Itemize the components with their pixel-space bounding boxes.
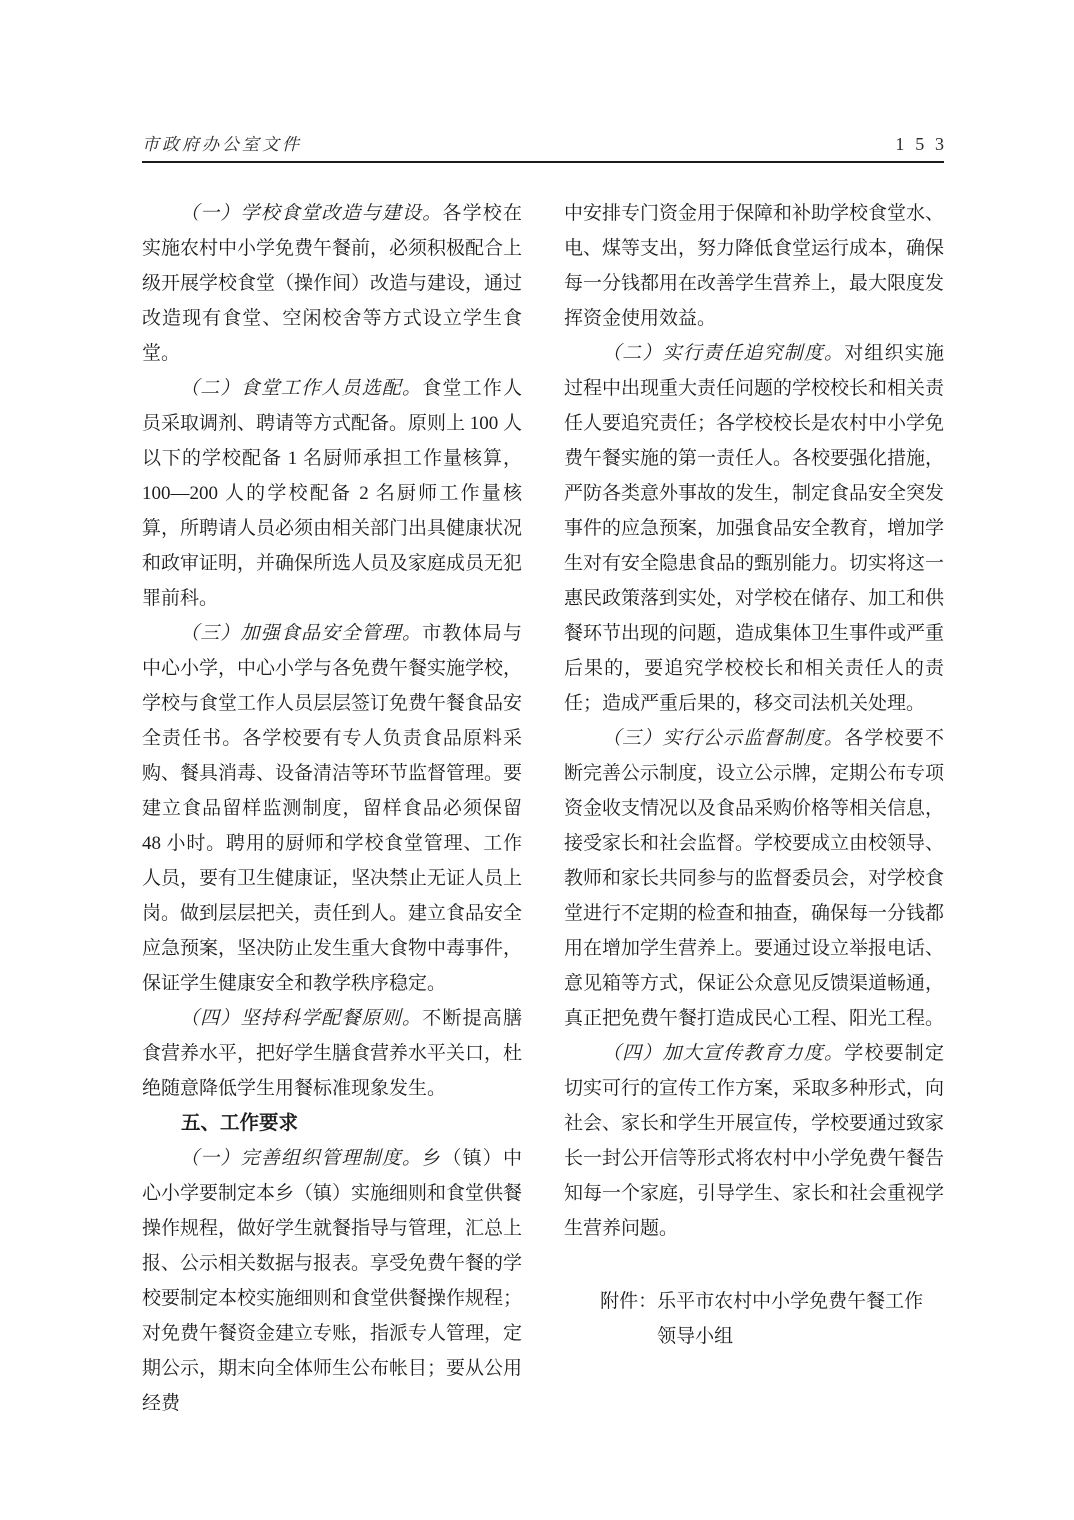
paragraph-5-body: 乡（镇）中心小学要制定本乡（镇）实施细则和食堂供餐操作规程，做好学生就餐指导与管理，汇总上报、公示相关数据与报表。享受免费午餐的学校要制定本校实施细则和食堂供餐操作规程；对免费午餐资金建立专账，指派专人管理，定期公示，期末向全体师生公布帐目；要从公用经费: [142, 1148, 523, 1414]
paragraph-4-body: 不断提高膳食营养水平，把好学生膳食营养水平关口，杜绝随意降低学生用餐标准现象发生。: [142, 1008, 523, 1099]
paragraph-1-body: 各学校在实施农村中小学免费午餐前，必须积极配合上级开展学校食堂（操作间）改造与建设，通过改造现有食堂、空闲校舍等方式设立学生食堂。: [142, 203, 523, 364]
paragraph-1: [142, 196, 522, 371]
paragraph-5-continuation: 中安排专门资金用于保障和补助学校食堂水、电、煤等支出，努力降低食堂运行成本，确保每一分钱都用在改善学生营养上，最大限度发挥资金使用效益。: [564, 203, 945, 329]
paragraph-5: [142, 1141, 522, 1421]
paragraph-8: [564, 1036, 944, 1246]
attachment-line-2: 领导小组: [657, 1326, 734, 1347]
two-column-body: [142, 196, 944, 1421]
paragraph-6-lead: （二）实行责任追究制度。: [602, 343, 845, 364]
paragraph-7: [564, 721, 944, 1036]
paragraph-2-body: 食堂工作人员采取调剂、聘请等方式配备。原则上 100 人以下的学校配备 1 名厨师承担工作量核算，100—200 人的学校配备 2 名厨师工作量核算，所聘请人员必须由相关部门出具健康状况和政审证明，并确保所选人员及家庭成员无犯罪前科。: [142, 378, 523, 609]
paragraph-8-body: 学校要制定切实可行的宣传工作方案，采取多种形式，向社会、家长和学生开展宣传，学校要通过致家长一封公开信等形式将农村中小学免费午餐告知每一个家庭，引导学生、家长和社会重视学生营养问题。: [564, 1043, 945, 1239]
header-title: 市政府办公室文件: [142, 135, 302, 154]
paragraph-7-lead: （三）实行公示监督制度。: [602, 728, 845, 749]
paragraph-3-lead: （三）加强食品安全管理。: [180, 623, 423, 644]
paragraph-3-body: 市教体局与中心小学，中心小学与各免费午餐实施学校，学校与食堂工作人员层层签订免费午餐食品安全责任书。各学校要有专人负责食品原料采购、餐具消毒、设备清洁等环节监督管理。要建立食品留样监测制度，留样食品必须保留 48 小时。聘用的厨师和学校食堂管理、工作人员，要有卫生健康证，坚决禁止无证人员上岗。做到层层把关，责任到人。建立食品安全应急预案，坚决防止发生重大食物中毒事件，保证学生健康安全和教学秩序稳定。: [142, 623, 523, 994]
page-header: [142, 130, 955, 163]
paragraph-4: [142, 1001, 522, 1106]
paragraph-8-lead: （四）加大宣传教育力度。: [602, 1043, 845, 1064]
paragraph-6: [564, 336, 944, 721]
left-column: [142, 196, 522, 1421]
page-number: 153: [895, 134, 955, 154]
paragraph-3: [142, 616, 522, 1001]
paragraph-4-lead: （四）坚持科学配餐原则。: [180, 1008, 423, 1029]
paragraph-7-body: 各学校要不断完善公示制度，设立公示牌，定期公布专项资金收支情况以及食品采购价格等相关信息，接受家长和社会监督。学校要成立由校领导、教师和家长共同参与的监督委员会，对学校食堂进行不定期的检查和抽查，确保每一分钱都用在增加学生营养上。要通过设立举报电话、意见箱等方式，保证公众意见反馈渠道畅通，真正把免费午餐打造成民心工程、阳光工程。: [564, 728, 945, 1029]
paragraph-2: [142, 371, 522, 616]
paragraph-2-lead: （二）食堂工作人员选配。: [180, 378, 423, 399]
right-column: [564, 196, 944, 1421]
attachment-note: [564, 1284, 944, 1354]
paragraph-5-lead: （一）完善组织管理制度。: [180, 1148, 423, 1169]
paragraph-6-body: 对组织实施过程中出现重大责任问题的学校校长和相关责任人要追究责任；各学校校长是农村中小学免费午餐实施的第一责任人。各校要强化措施，严防各类意外事故的发生，制定食品安全突发事件的应急预案，加强食品安全教育，增加学生对有安全隐患食品的甄别能力。切实将这一惠民政策落到实处，对学校在储存、加工和供餐环节出现的问题，造成集体卫生事件或严重后果的，要追究学校校长和相关责任人的责任；造成严重后果的，移交司法机关处理。: [564, 343, 945, 714]
attachment-line-1: 附件：乐平市农村中小学免费午餐工作: [600, 1291, 924, 1312]
paragraph-1-lead: （一）学校食堂改造与建设。: [180, 203, 443, 224]
section-heading: 五、工作要求: [181, 1112, 299, 1134]
